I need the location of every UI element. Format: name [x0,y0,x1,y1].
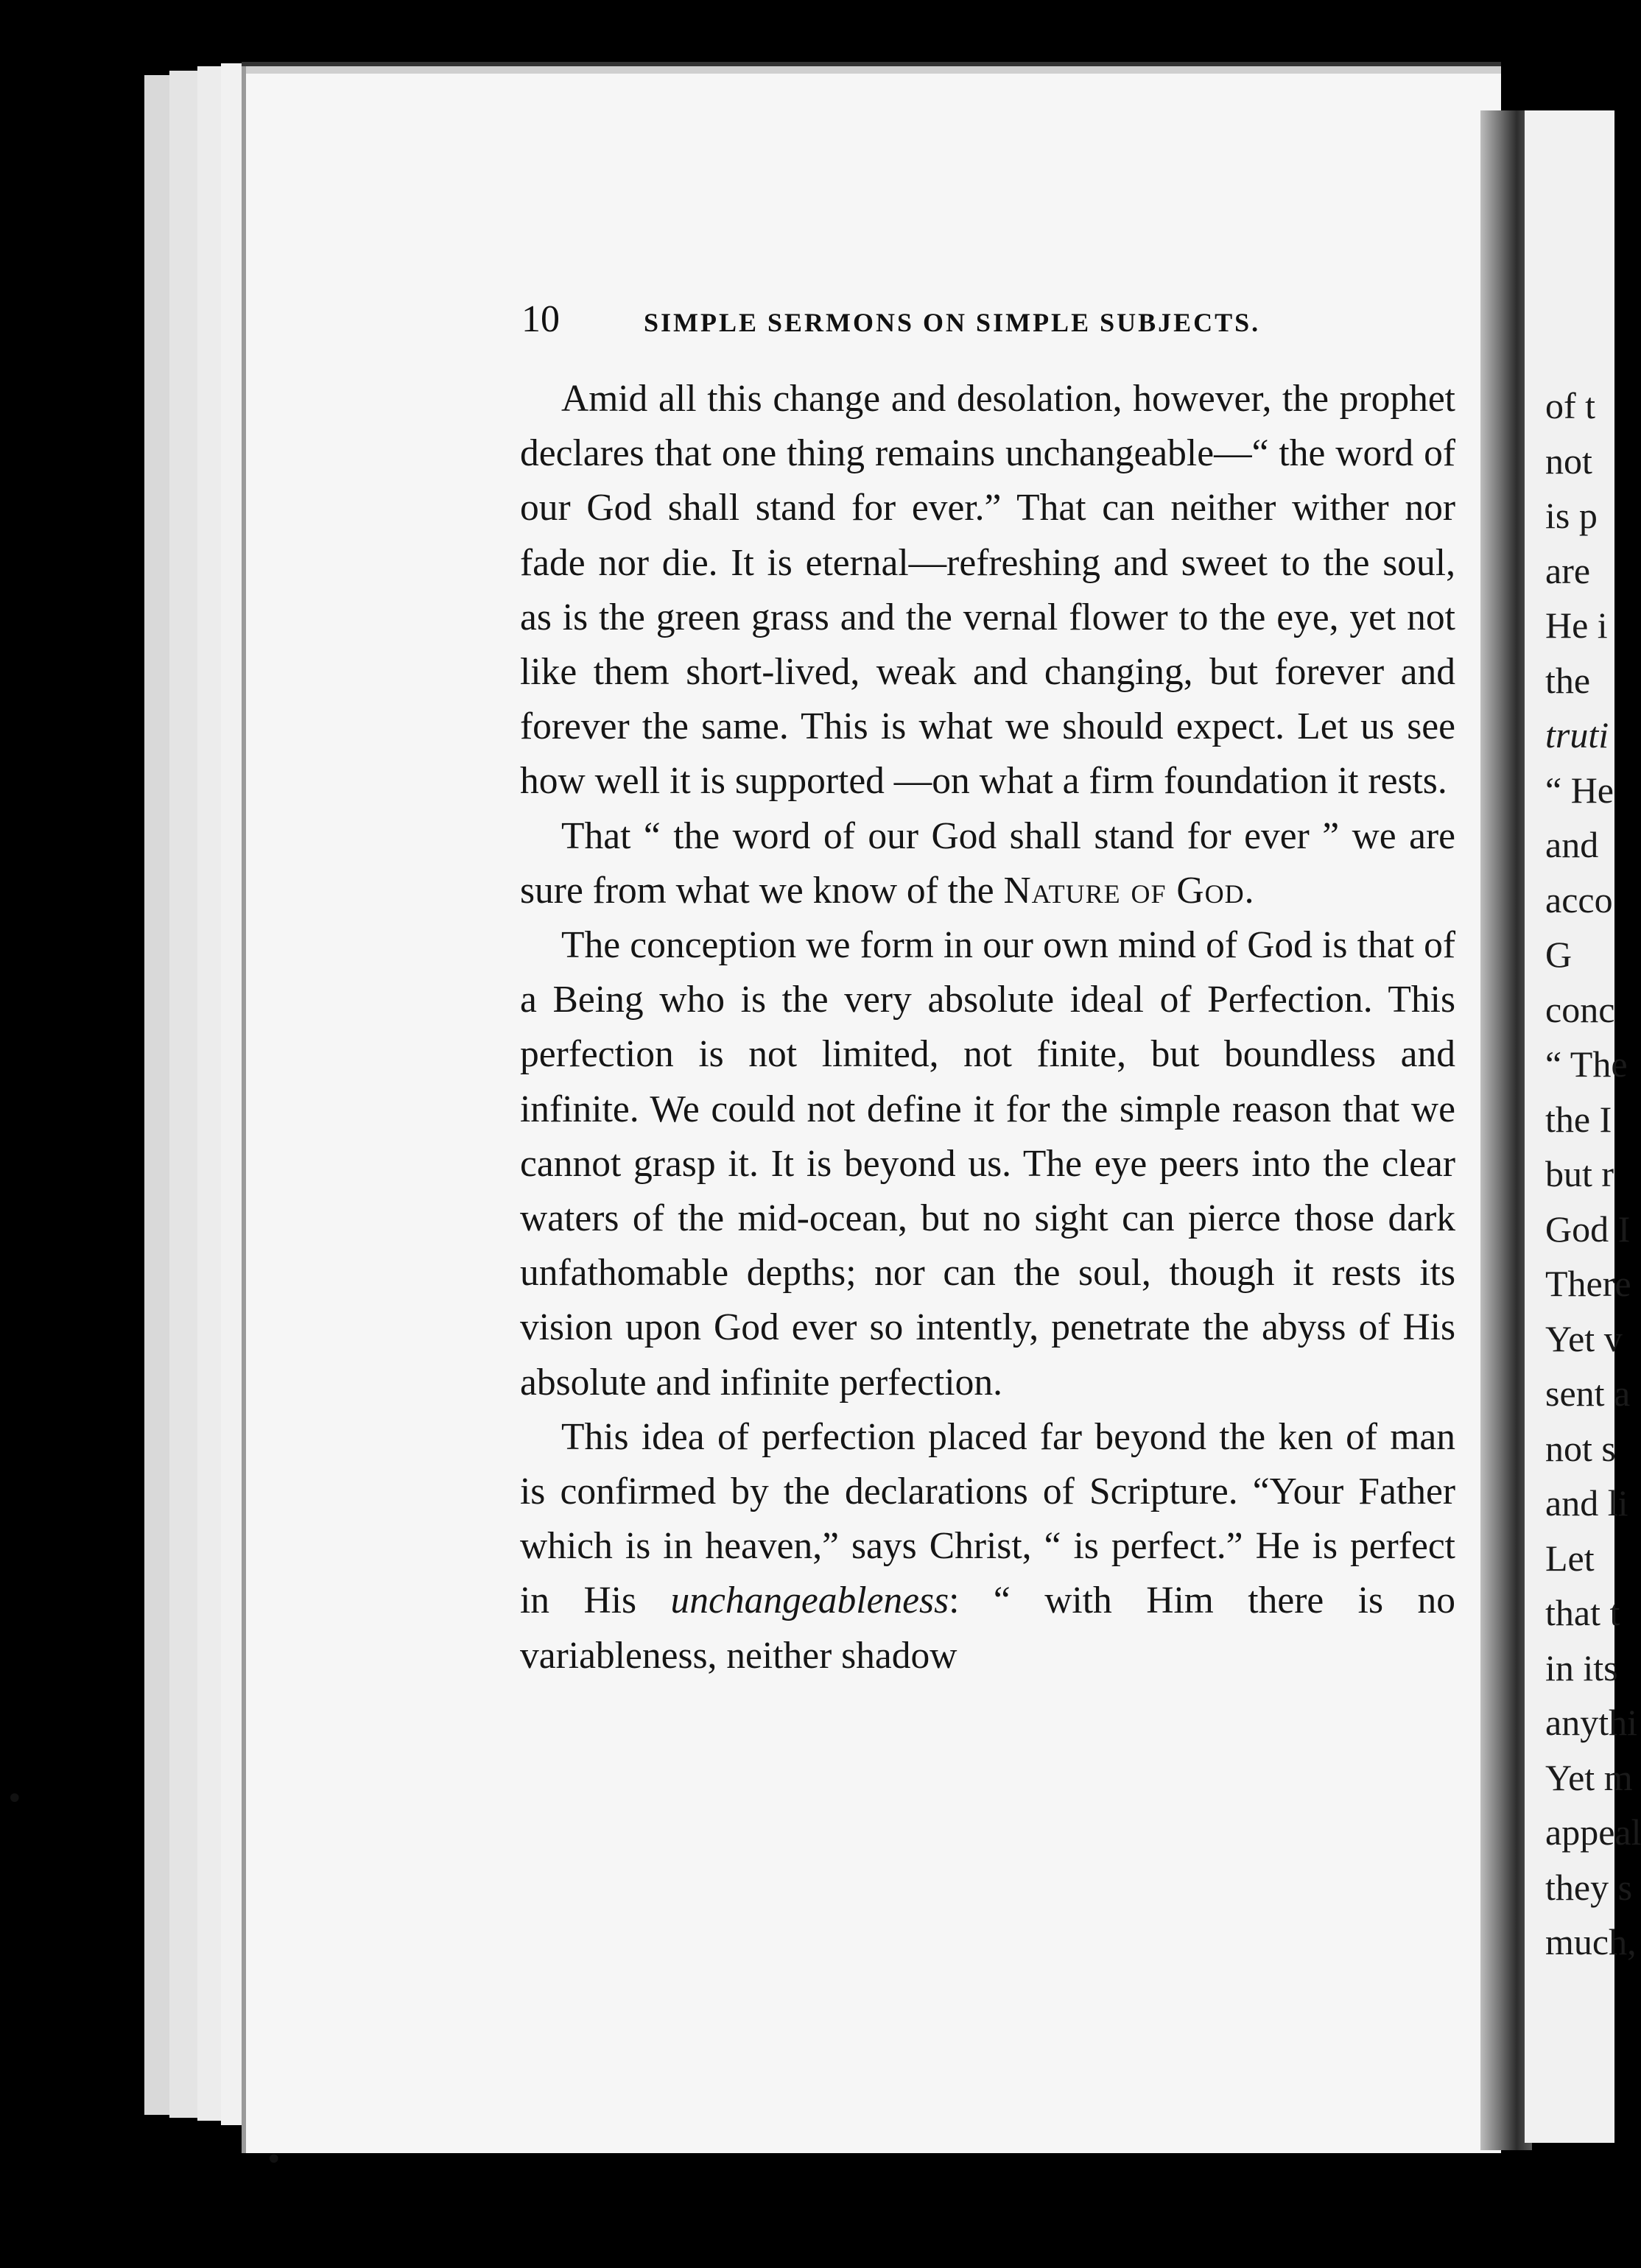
facing-page-line: the I [1545,1098,1612,1140]
facing-page-line: Yet v [1545,1317,1623,1359]
facing-page-line: that t [1545,1592,1620,1633]
nature-of-god-smallcaps: Nature of God [1003,869,1245,912]
facing-page-line: Let [1545,1537,1595,1579]
facing-page-line: G [1545,934,1573,975]
facing-page-line: are [1545,549,1591,591]
facing-page-line: acco [1545,878,1613,920]
facing-page-line: is p [1545,495,1598,536]
facing-page-line: There [1545,1263,1631,1304]
scan-speck: • [6,1782,24,1816]
paragraph-4-text: This idea of perfection placed far beyond the ken of man is confirmed by the declarations of Scripture. “Your Father which is in heaven,” says Christ, “ is perfect.” He is perfect in His [520,1415,1455,1622]
facing-page-line: in its [1545,1647,1618,1688]
facing-page-line: God I [1545,1208,1631,1250]
paragraph-4-end: : “ with Him there is no variableness, neither shadow [520,1580,1455,1677]
facing-page-line: and li [1545,1482,1628,1524]
page-number: 10 [521,298,560,340]
running-head-title: SIMPLE SERMONS ON SIMPLE SUBJECTS. [644,308,1261,337]
facing-page-line: anythi [1545,1702,1637,1743]
facing-page-line: of t [1545,385,1596,426]
facing-page [1525,110,1641,2143]
facing-page-line: not s [1545,1427,1616,1469]
scan-speck-bottom: • [265,2143,283,2177]
paragraph-3: The conception we form in our own mind of God is that of a Being who is the very absolute ideal of Perfection. This perfection is not limited, not finite, but boundless and infinite. We could not define it for the simple reason that we cannot grasp it. It is beyond us. The eye peers into the clear waters of the mid-ocean, but no sight can pierce those dark unfathomable depths; nor can the soul, though it rests its vision upon God ever so intently, penetrate the abyss of His absolute and infinite perfection. [520,924,1455,1404]
facing-page-line: “ He [1545,769,1614,811]
body-text [520,372,1455,1683]
facing-page-line: they s [1545,1866,1633,1908]
paragraph-4 [520,1410,1455,1683]
facing-page-line: sent a [1545,1373,1631,1414]
unchangeableness-italic: unchangeableness [670,1580,949,1622]
facing-page-line: the [1545,659,1591,701]
facing-page-line: He i [1545,605,1608,646]
paragraph-1: Amid all this change and desolation, however, the prophet declares that one thing remains unchangeable—“ the word of our God shall stand for ever.” That can neither wither nor fade nor die. It is eternal—refreshing and sweet to the soul, as is the green grass and the vernal flower to the eye, yet not like them short-lived, weak and changing, but forever and forever the same. This is what we should expect. Let us see how well it is supported —on what a firm foundation it rests. [520,378,1455,803]
running-head [521,297,1260,341]
facing-page-line: appeal [1545,1811,1641,1853]
facing-page-line: not [1545,440,1592,482]
facing-page-line: and [1545,824,1599,865]
paragraph-2 [520,809,1455,918]
facing-page-line: much, [1545,1921,1637,1962]
facing-page-line: conc [1545,988,1615,1030]
paragraph-2-text: That “ the word of our God shall stand for ever ” we are sure from what we know of the [520,814,1455,912]
paragraph-2-end: . [1244,869,1254,912]
facing-page-line: but r [1545,1153,1614,1194]
facing-page-line: “ The [1545,1043,1628,1085]
facing-page-line: Yet m [1545,1756,1633,1798]
facing-page-line: truti [1545,714,1609,756]
